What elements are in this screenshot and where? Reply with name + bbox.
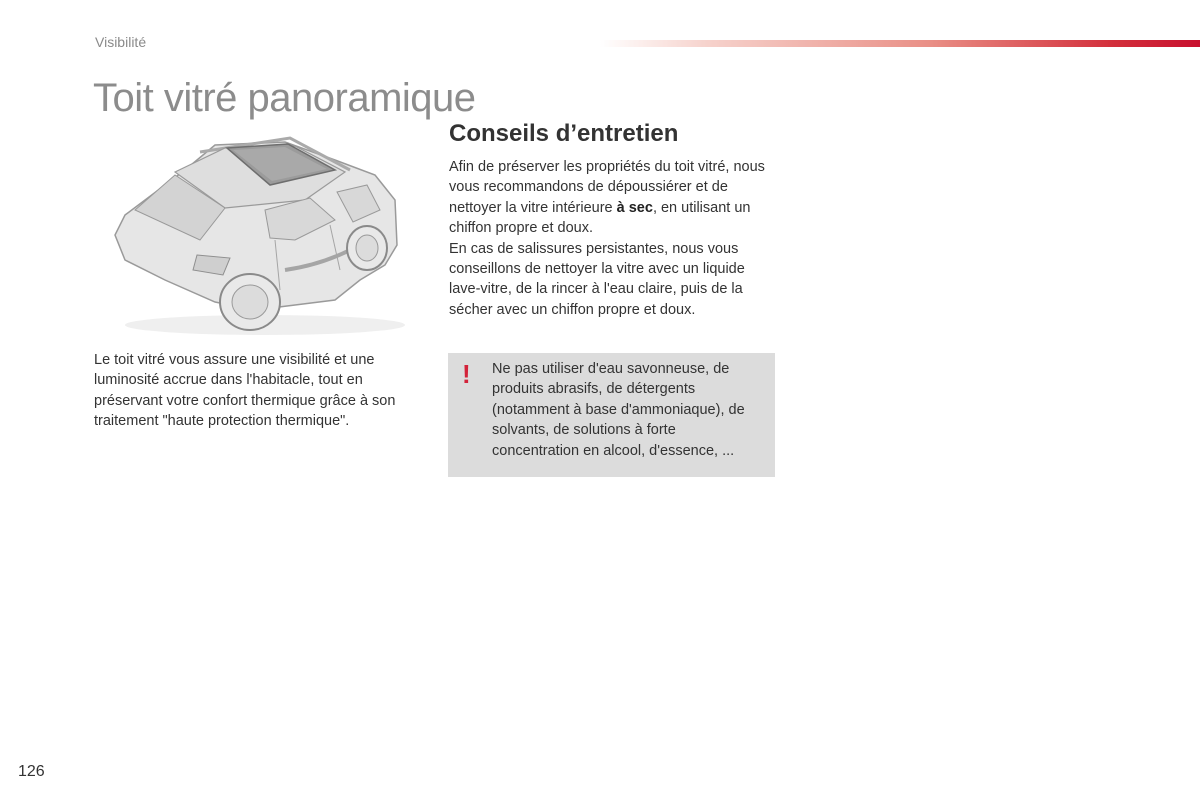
warning-box xyxy=(448,353,775,477)
page-number: 126 xyxy=(18,763,45,780)
exclamation-icon: ! xyxy=(462,359,471,389)
advice-emphasis: à sec xyxy=(616,199,653,216)
advice-body xyxy=(449,157,779,320)
advice-text-start: Afin de préserver les propriétés du toit vitré, nous vous recommandons de dépoussiérer et de nettoyer la vitre intérieure xyxy=(449,159,765,216)
page-title: Toit vitré panoramique xyxy=(93,76,476,120)
warning-text: Ne pas utiliser d'eau savonneuse, de produits abrasifs, de détergents (notamment à base d'ammoniaque), de solvants, de solutions à forte concentration en alcool, d'essence, ... xyxy=(492,361,745,459)
section-label: Visibilité xyxy=(95,34,147,50)
advice-paragraph-1 xyxy=(449,157,779,239)
intro-paragraph: Le toit vitré vous assure une visibilité et une luminosité accrue dans l'habitacle, tout en préservant votre confort thermique grâce à son traitement "haute protection thermique". xyxy=(94,352,396,430)
car-roof-illustration xyxy=(105,130,415,342)
advice-paragraph-2: En cas de salissures persistantes, nous vous conseillons de nettoyer la vitre avec un liquide lave-vitre, de la rincer à l'eau claire, puis de la sécher avec un chiffon propre et doux. xyxy=(449,240,745,318)
advice-title: Conseils d’entretien xyxy=(449,120,679,147)
header-accent-bar xyxy=(600,40,1200,47)
advice-text-end: , en utilisant un chiffon propre et doux. xyxy=(449,199,751,237)
